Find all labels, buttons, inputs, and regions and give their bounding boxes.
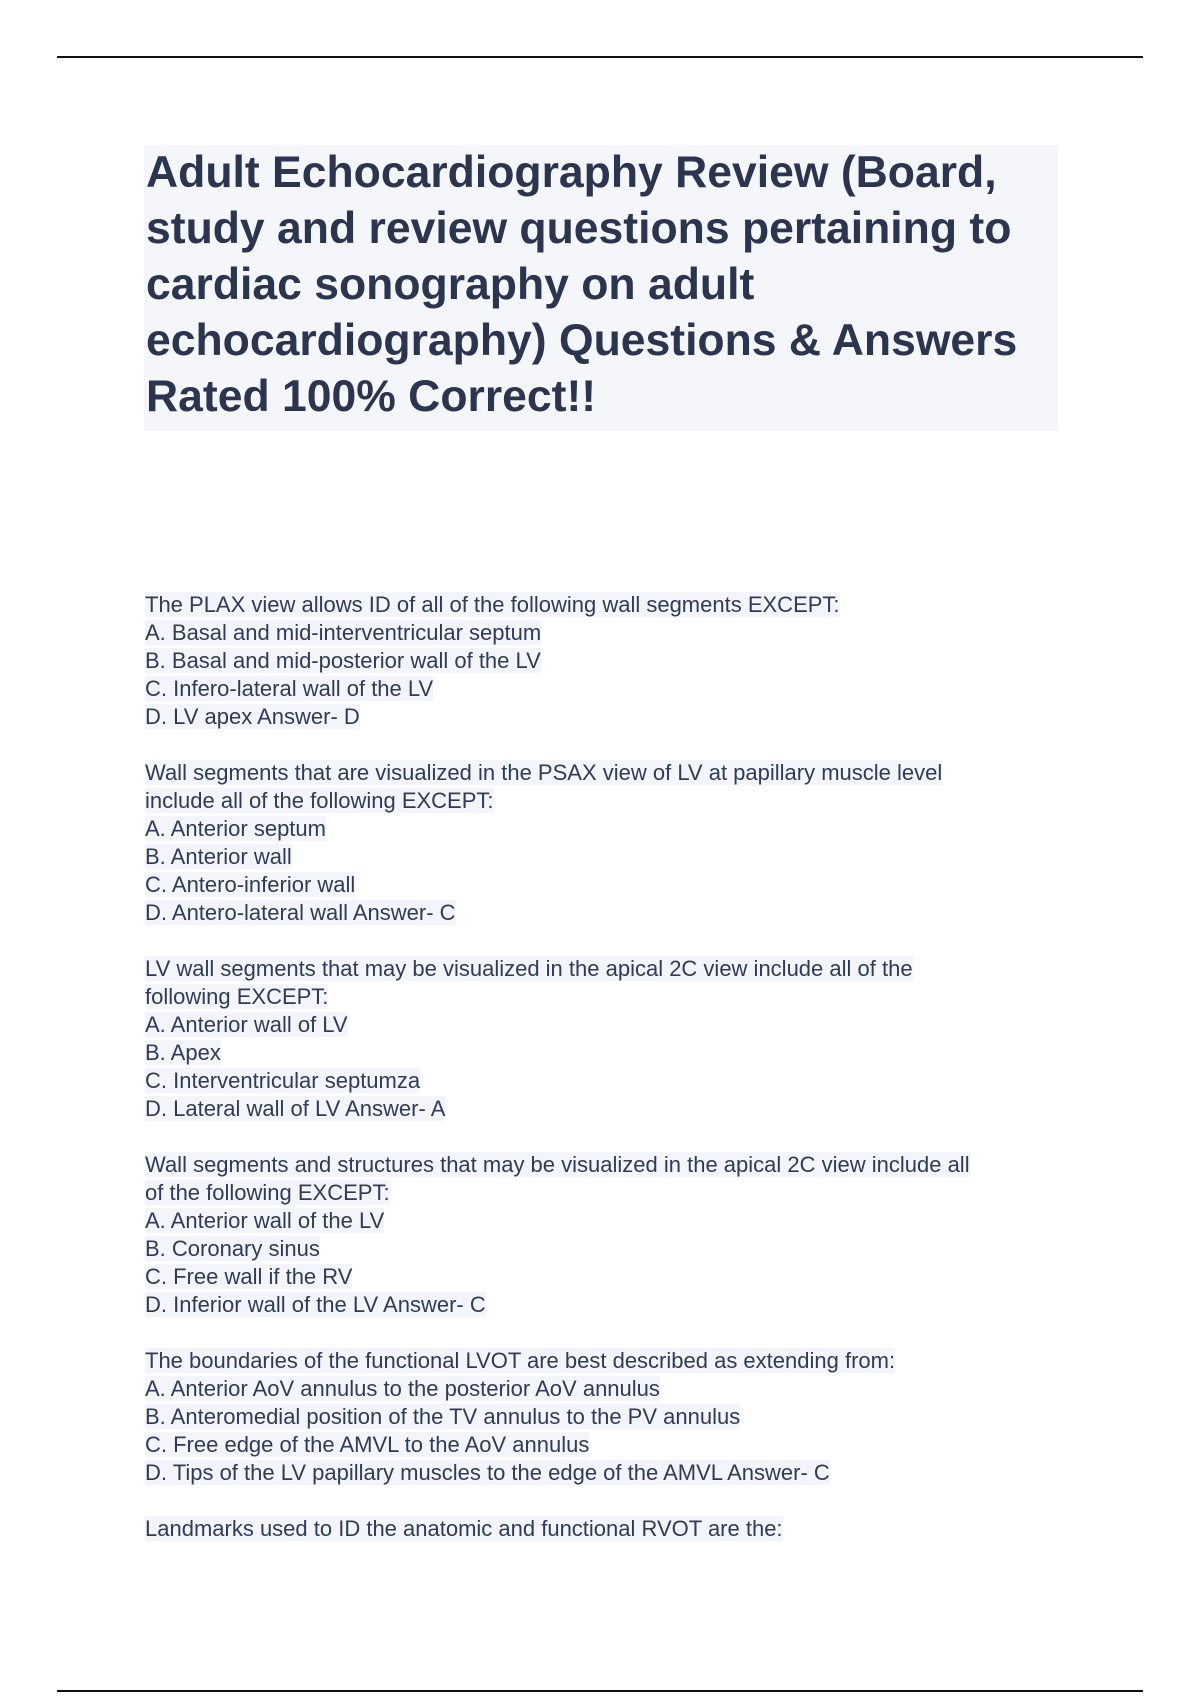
answer-option: B. Anterior wall	[145, 844, 292, 869]
answer-option: A. Anterior wall of the LV	[145, 1208, 385, 1233]
top-rule	[57, 56, 1143, 58]
answer-option: C. Free edge of the AMVL to the AoV annulus	[145, 1432, 590, 1457]
answer-option: B. Anteromedial position of the TV annulus to the PV annulus	[145, 1404, 741, 1429]
question-stem: Wall segments and structures that may be visualized in the apical 2C view include all	[145, 1152, 970, 1177]
question-item	[145, 1151, 1065, 1319]
question-stem: Wall segments that are visualized in the PSAX view of LV at papillary muscle level	[145, 760, 943, 785]
question-stem: include all of the following EXCEPT:	[145, 788, 494, 813]
answer-option: D. Inferior wall of the LV Answer- C	[145, 1292, 486, 1317]
question-stem: The boundaries of the functional LVOT are best described as extending from:	[145, 1348, 896, 1373]
answer-option: C. Free wall if the RV	[145, 1264, 353, 1289]
answer-option: D. Antero-lateral wall Answer- C	[145, 900, 456, 925]
answer-option: A. Anterior wall of LV	[145, 1012, 348, 1037]
question-item	[145, 759, 1065, 927]
answer-option: A. Basal and mid-interventricular septum	[145, 620, 542, 645]
answer-option: B. Apex	[145, 1040, 221, 1065]
title-block	[144, 145, 1058, 431]
answer-option: C. Antero-inferior wall	[145, 872, 356, 897]
question-stem: of the following EXCEPT:	[145, 1180, 390, 1205]
question-stem: The PLAX view allows ID of all of the following wall segments EXCEPT:	[145, 592, 840, 617]
answer-option: C. Interventricular septumza	[145, 1068, 421, 1093]
answer-option: B. Coronary sinus	[145, 1236, 320, 1261]
answer-option: C. Infero-lateral wall of the LV	[145, 676, 434, 701]
bottom-rule	[57, 1690, 1143, 1692]
answer-option: D. Tips of the LV papillary muscles to the edge of the AMVL Answer- C	[145, 1460, 830, 1485]
answer-option: A. Anterior septum	[145, 816, 326, 841]
question-item	[145, 1515, 1065, 1543]
answer-option: A. Anterior AoV annulus to the posterior AoV annulus	[145, 1376, 660, 1401]
question-stem: following EXCEPT:	[145, 984, 329, 1009]
question-item	[145, 591, 1065, 731]
question-item	[145, 1347, 1065, 1487]
question-list	[145, 591, 1065, 1571]
answer-option: D. LV apex Answer- D	[145, 704, 360, 729]
question-stem: Landmarks used to ID the anatomic and functional RVOT are the:	[145, 1516, 783, 1541]
document-title: Adult Echocardiography Review (Board, study and review questions pertaining to cardiac sonography on adult echocardiography) Questions & Answers Rated 100% Correct!!	[146, 148, 1018, 421]
answer-option: B. Basal and mid-posterior wall of the LV	[145, 648, 541, 673]
answer-option: D. Lateral wall of LV Answer- A	[145, 1096, 446, 1121]
question-item	[145, 955, 1065, 1123]
question-stem: LV wall segments that may be visualized in the apical 2C view include all of the	[145, 956, 913, 981]
